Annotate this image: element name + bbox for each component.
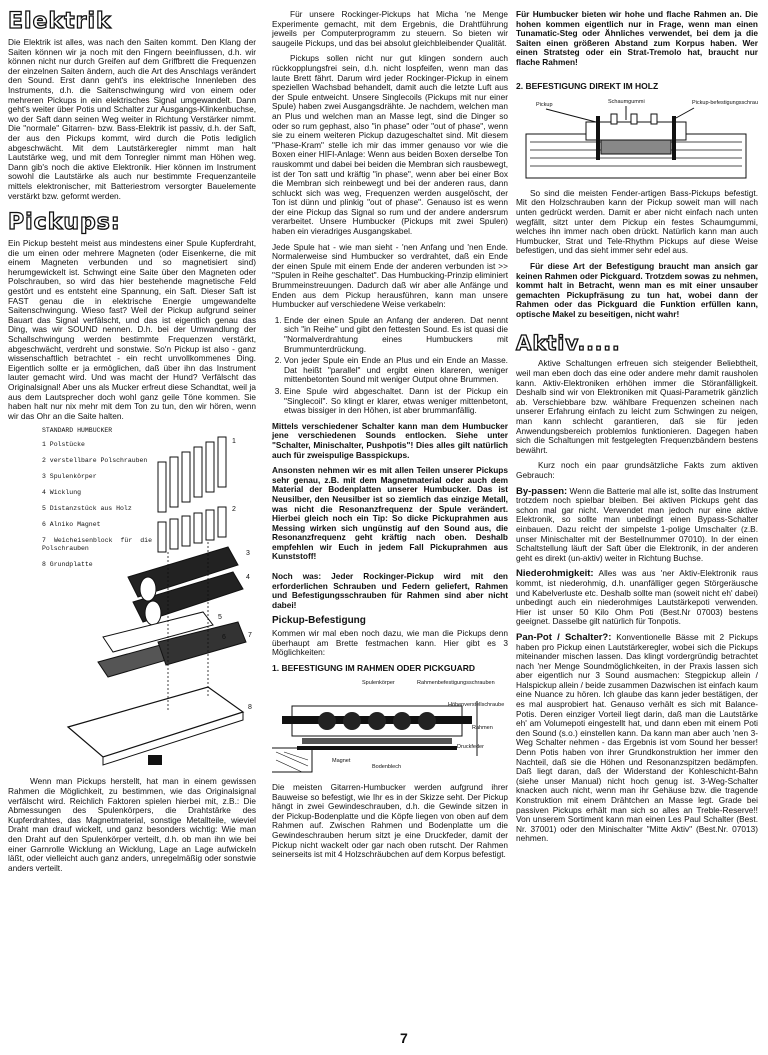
low-impedance-paragraph (516, 569, 758, 627)
wiring-options-list (272, 316, 508, 416)
figure-number: 1 (232, 438, 236, 446)
list-item: 3. Eine Spule wird abgeschaltet. Dann ist der Pickup ein "Singlecoil". So klingt er klarer, etwas weniger mittenbetont, etwas bissiger in den Höhen, ist aber brummanfällig. (284, 387, 508, 416)
pickup-factors-paragraph: Wenn man Pickups herstellt, hat man in einem gewissen Rahmen die Möglichkeit, zu bestimmen, wie das Originalsignal verfälscht wird. Reichlich Faktoren spielen hierbei mit, z.B.: Die Abmessungen des Spulenkörpers, die Drahtstärke des Kupferdrahtes, das Magnetmaterial, sonstige Metallteile, wieviel Draht man drauf wickelt, und ganz besonders wichtig: Wie man den Draht auf den Spulenkörper verteilt, d.h. ob man ihn wie bei einer Garnrolle Wicklung an Wicklung, Lage an Lage aufwickeln läßt, oder vielleicht auch ganz anders, unregelmäßig oder sonstwie anders verteilt. (8, 776, 256, 873)
frame-mount-drawing (272, 676, 508, 776)
materials-paragraph: Ansonsten nehmen wir es mit allen Teilen unserer Pickups sehr genau, z.B. mit dem Magnetmaterial oder auch dem Material der Bodenplatten unserer Humbucker. Das ist Neusilber, den Neusilber ist so ziemlich das einzige Metall, was nicht die Resonanzfrequenz der Spule verändert. Hierbei gleich noch ein Tip: So dicke Pickuprahmen aus Messing wirken sich ungünstig auf den Sound aus, die Resonanzfrequenz geht kräftig nach oben. Deshalb empfehlen wir Euch in jedem Fall Pickuprahmen aus Kunststoff! (272, 465, 508, 562)
drawing-label: Pickup-befestigungsschraube (692, 100, 758, 107)
legend-item: 4 Wicklung (42, 489, 82, 497)
legend-item: 1 Polstücke (42, 441, 85, 449)
figure-number: 7 (248, 632, 252, 640)
fig2-title: 2. BEFESTIGUNG DIREKT IM HOLZ (516, 80, 659, 91)
bypass-label: By-passen: (516, 485, 568, 497)
low-impedance-text: Alles was aus 'ner Aktiv-Elektronik raus kommt, ist niederohmig, d.h. unanfälliger gegen Störgeräusche und Kabelverluste etc. Deshalb sollte man (soweit nicht eh' dabei) unbedingt auch ein niederohmiges Lautstärkepoti verwenden. Hier ist unser 50 Kilo Ohm Poti (Best.Nr 07003) bestens geeignet. Dasselbe gilt natürlich für Tonpotis. (516, 568, 758, 627)
figure-number: 2 (232, 506, 236, 514)
legend-item: 6 Alniko Magnet (42, 521, 101, 529)
figure-number: 3 (246, 550, 250, 558)
frames-paragraph: Für Humbucker bieten wir hohe und flache Rahmen an. Die hohen kommen eigentlich nur in Frage, wenn man einen Tunamatic-Steg oder Ähnliches verwendet, bei dem ja die Saiten einen größeren Abstand zum Korpus haben. Wer einen Stratsteg oder ein Strat-Tremolo hat, braucht nur flache Rahmen! (516, 9, 758, 67)
elektrik-heading: Elektrik (8, 9, 112, 34)
column-right (516, 10, 758, 850)
legend-item: 8 Grundplatte (42, 561, 93, 569)
low-impedance-label: Niederohmigkeit: (516, 568, 594, 580)
bass-pickups-paragraph: So sind die meisten Fender-artigen Bass-Pickups befestigt. Mit den Holzschrauben kann der Pickup soweit man will nach unten gedrückt werden. Damit er aber nicht einfach nach unten wegfällt, sitzt unter dem Pickup ein festes Schaumgummi, welches ihn immer nach oben drückt. Natürlich kann man auch Humbucker, Strat und Tele-Rhythm Pickups auf diese Weise befestigen, und das sieht immer sehr edel aus. (516, 187, 758, 256)
pole-screws (158, 437, 226, 552)
fig1-title: 1. BEFESTIGUNG IM RAHMEN ODER PICKGUARD (272, 662, 476, 673)
bypass-paragraph (516, 487, 758, 564)
aktiv-intro-paragraph: Aktive Schaltungen erfreuen sich steigender Beliebtheit, weil man eben doch das eine oder andere mehr damit rausholen kann. Aktiv-Elektroniken erhöhen immer die Störanfälligkeit. Deshalb sind wir von Elektroniken mit Quasi-Parametrik gänzlich ab. Verschiebbare bzw. wählbare Frequenzen scheinen nach unserer Erfahrung einfach zu leicht zum Schwingen zu neigen, man kann schlecht garantieren, daß sie für jeden Anwendungsbereich problemlos funktionieren. Dagegen haben sich die Schaltungen mit festgelegten Frequenzbändern bestens bewährt. (516, 358, 758, 455)
frame-mount-paragraph: Die meisten Gitarren-Humbucker werden aufgrund ihrer Bauweise so befestigt, wie Ihr es in der Skizze seht. Der Pickup hängt in zwei Gewindeschrauben, d.h. die Gewinde sitzen in der Pickup-Bodenplatte und die Köpfe liegen von oben auf dem Rahmen auf. Zwischen Rahmen und Bodenplatte um die Gewindeschrauben herum sitzt je eine Druckfeder, damit der Pickup nicht wackelt oder gar nach oben rutscht. Der Rahmen seinerseits ist mit 4 Holzschräubchen auf dem Korpus befestigt. (272, 782, 508, 860)
drawing-label: Rahmen (472, 725, 493, 732)
drawing-label: Pickup (536, 102, 553, 109)
aktiv-facts-intro: Kurz noch ein paar grundsätzliche Fakts zum aktiven Gebrauch: (516, 460, 758, 480)
legend-item: 3 Spulenkörper (42, 473, 97, 481)
column-left (8, 10, 256, 879)
drawing-label: Rahmenbefestigungsschrauben (417, 680, 495, 687)
figure-number: 4 (246, 574, 250, 582)
figure-number: 6 (222, 634, 226, 642)
legend-item: 2 verstellbare Polschrauben (42, 457, 148, 465)
befestigung-heading: Pickup-Befestigung (272, 615, 366, 627)
list-item: 2. Von jeder Spule ein Ende an Plus und ein Ende an Masse. Dat heißt "parallel" und ergibt einen klareren, weniger mittenbetonten Sound mit weniger Output ohne Brummen. (284, 356, 508, 385)
figure-number: 5 (218, 614, 222, 622)
legend-item: 5 Distanzstück aus Holz (42, 505, 132, 513)
drawing-label: Magnet (332, 758, 351, 765)
befestigung-intro: Kommen wir mal eben noch dazu, wie man die Pickups denn überhaupt am Brette festmachen kann. Hier gibt es 3 Möglichkeiten: (272, 628, 508, 658)
bypass-text: Wenn die Batterie mal alle ist, sollte das Instrument trotzdem noch spielbar bleiben. Bei aktiven Pickups geht das schon mal gar nicht. Verwendet man jedoch nur eine aktive Elektronik, so sollte man unbedingt einen Bypass-Schalter einbauen. Dazu reicht der simpelste 1-polige Umschalter (z.B. unser Minischalter mit der Bestellnummer 07010). In der einen Schaltstellung läuft der Saft über die Elektronik, in der anderen geht es direkt (un-aktiv) weiter in Richtung Buchse. (516, 485, 758, 563)
figure-number: 8 (248, 704, 252, 712)
panpot-text: Konventionelle Bässe mit 2 Pickups haben pro Pickup einen Lautstärkeregler, wobei sich die Pickups miteinander mischen lassen. Das klingt vordergründig betrachtet nach 'ner Menge Soundmöglichkeiten, in der Praxis lassen sich aber eigentlich nur 3 Sound ausmachen: Stegpickup allein / Halspickup allein / beide zusammen Dazwischen ist einfach kaum eine Nuance zu hören. Ich glaube das kann jeder bestätigen, der es mal ausprobiert hat. Genauso verhält es sich mit Balance-Potis. Deren einziger Vorteil liegt darin, daß man die Lautstärke eh' am Volumepoti eingestellt hat, und dann eben mit einem Poti den Sound (s.o.) einstellen kann. Da kann man aber auch 'nen 3-Weg Schalter nehmen - das Ergebnis ist vom Sound her besser! Denn Potis haben von ihrer Grundkonstruktion her immer den Nachteil, daß sie die Höhen und Resonanzspitzen bedämpfen. Daß liegt daran, daß der Widerstand der Kohleschicht-Bahn (siehe unser Manual) nicht hoch genug ist. 3-Weg-Schalter knacken auch nicht, wenn man ihr Gehäuse bzw. die tragende Konstruktion mit einem Drähtchen an Masse legt. Grade bei passiven Pickups erhält man sich so alles an Treble-Reserve!! Von unserem Sortiment kann man einen Les Paul Schalter (Best. Nr. 37001) oder den Minischalter "Mitte Aktiv" (Best.Nr. 07013) nehmen. (516, 631, 758, 844)
page-number: 7 (400, 1030, 408, 1046)
drawing-label: Bodenblech (372, 764, 402, 771)
drawing-label: Schaumgummi (608, 99, 645, 106)
panpot-label: Pan-Pot / Schalter?: (516, 631, 612, 643)
switches-paragraph: Mittels verschiedener Schalter kann man dem Humbucker jene verschiedenen Sounds entlocken. Siehe unter "Schalter, Minischalter, Pushpotis"! Dies alles gilt natürlich auch für zweispulige Basspickups. (272, 420, 508, 460)
figure-title: STANDARD HUMBUCKER (42, 427, 113, 435)
coil-wiring-paragraph: Jede Spule hat - wie man sieht - 'nen Anfang und 'nen Ende. Normalerweise sind Humbucker so verdrahtet, daß ein Ende der einen Spule mit einem Ende der anderen verbunden ist >> "Spulen in Reihe geschaltet". Das Humbucking-Prinzip eliminiert Brummeinstreuungen. Dadurch daß wir aber alle Anfänge und Enden aus dem Pickup herausführen, kann man unsere Humbucker auf verschiedene Weise verkabeln: (272, 241, 509, 310)
phase-paragraph: Pickups sollen nicht nur gut klingen sondern auch rückkopplungsfrei sein, d.h. nicht lospfeifen, wenn man das laute Brett fährt. Darum wird jeder Rockinger-Pickup in einem speziellen Wachsbad behandelt, damit auch die letzte Luft aus der Spule entweicht. Unsere Singlecoils (Pickups mit nur einer Spule) haben zwei Ausgangsdrähte. Je nachdem, welchen man an Plus und welchen man an Masse legt, sind die Dinger so oder so rum gephast, also "in phase" oder "out of phase", wenn sie zu einem weiteren Pickup dazugeschaltet sind. Mit diesem "Phase-Kram" stelle ich mir das immer genauso vor wie die Boxen einer HIFI-Anlage: Wenn aus beiden Boxen derselbe Ton rauskommt und dabei bei beiden die Membran sich rausbewegt, ist der Ton satt und kräftig "in phase", wenn aber bei einer Box die Membran sich reinbewegt und bei der anderen raus, dann schluckt sich was weg, Frequenzen werden ausgelöscht, der Ton ist dünn und plinkig "out of phase". Genauso ist es wenn der eine Pickup das Signal so rum und der andere andersrum verarbeitet. Unsere Humbucker (Pickups mit zwei Spulen) haben ein vieradriges Ausgangskabel. (272, 53, 508, 237)
drawing-label: Höhenverstellschraube (448, 702, 505, 709)
delivery-note-paragraph: Noch was: Jeder Rockinger-Pickup wird mit den erforderlichen Schrauben und Federn geliefert, Rahmen und Befestigungsschrauben für Rahmen sind aber nicht dabei! (272, 571, 508, 610)
coil-drawing (128, 547, 243, 625)
humbucker-figure (8, 427, 256, 777)
direct-mount-drawing (516, 94, 758, 180)
drawing-label: Spulenkörper (362, 680, 395, 687)
pickups-heading: Pickups: (8, 210, 121, 236)
column-middle (272, 10, 508, 866)
rockinger-intro-paragraph: Für unsere Rockinger-Pickups hat Micha 'ne Menge Experimente gemacht, mit dem Ergebnis, die Drahtführung jeweils per Computerprogramm zu steuern. So bieten wir saugeile Pickups, und das bei absolut gleichbleibender Qualität. (272, 9, 508, 48)
aktiv-heading: Aktiv..... (516, 331, 621, 356)
legend-item: 7 Weicheisenblock für die Polschrauben (42, 537, 152, 553)
elektrik-paragraph: Die Elektrik ist alles, was nach den Saiten kommt. Den Klang der Saiten können wir ja noch mit den Fingern beeinflussen, d.h. wir können nicht nur durch Greifen auf dem Griffbrett die Frequenzen der einzelnen Saiten ändern, auch die Art des Anschlags verändert den Sound. Erst dann geht's ins elektrische Innenleben des Instruments, d.h. die Saitenschwingung wird von einem oder mehreren Pickups in ein elektrisches Signal umgewandelt. Dann geht's weiter über Potis und Schalter zur Ausgangs-Klinkenbuchse, wo der Saft dann seinen Weg weiter in Richtung Verstärker nimmt. Die "normale" Gitarren- bzw. Bass-Elektrik ist passiv, d.h. der Saft, der aus den Pickups kommt, wird durch die Potis lediglich abgeschwächt. Mit dem Lautstärkeregler nimmt man halt Lautstärke weg, und mit dem Tonregler nimmt man Höhen weg. Dann gib's noch die aktive Elektronik. Hier können im Instrument sowohl die Lautstärke als auch nur bestimmte Frequenzanteile mittels elektronischer, mit Batteriestrom versorgter Bauelemente verstärkt bzw. geformt werden. (8, 37, 256, 201)
humbucker-exploded-drawing (8, 427, 256, 777)
panpot-paragraph (516, 633, 758, 844)
pickups-paragraph: Ein Pickup besteht meist aus mindestens einer Spule Kupferdraht, die um einen oder mehrere Magneten (oder Eisenkerne, die mit einem Magneten verbunden und so magnetisiert sind) herumgewickelt ist. Schwingt eine Saite über den Magneten oder Polschrauben, so wird das hier bestehende magnetische Feld gestört und es entsteht eine Spannung, ein Saft. Dieser Saft ist FAST genau die in elektrische Energie umgewandelte Saitenschwingung. Wieso fast? Weil der Pickup aufgrund seiner Bauart das Signal verfälscht, und das ist eigentlich genau das Ding, was wir SOUND nennen. D.h. bei der Umwandlung der Schallschwingung werden bestimmte Frequenzen verstärkt, abgeschwächt, verdreht und sonstwie. So'n Pickup ist also - ganz wissenschaftlich betrachtet - ein recht unvollkommenes Ding. Eigentlich sollte er ja ermöglichen, daß über ihn das Instrument lauter gemacht wird. Und was macht der Hund? Verfälscht das Originalsignal! Aber uns als Mucker erfreut diese Schandtat, weil ja aus dem Lautsprecher doch wohl ganz geile Töne kommen. Sie haben halt nur nix mehr mit dem Ton zu tun, den wir hören, wenn wir das Ohr an die Saite halten. (8, 238, 256, 421)
drawing-label: Druckfeder (457, 744, 484, 751)
list-item: 1. Ende der einen Spule an Anfang der anderen. Dat nennt sich "in Reihe" und gibt den fettesten Sound. Es ist quasi die "Normalverdrahtung eines Humbuckers mit Brummunterdrückung. (284, 316, 508, 354)
pickguard-paragraph: Für diese Art der Befestigung braucht man ansich gar keinen Rahmen oder Pickguard. Trotzdem sowas zu nehmen, kommt halt in Betracht, wenn man es mit einer unsauber gemachten Pickupfräsung zu tun hat, wobei dann der Rahmen oder das Pickguard die Funktion erfüllen kann, optische Makel zu beseitigen, nicht wahr! (516, 260, 758, 319)
